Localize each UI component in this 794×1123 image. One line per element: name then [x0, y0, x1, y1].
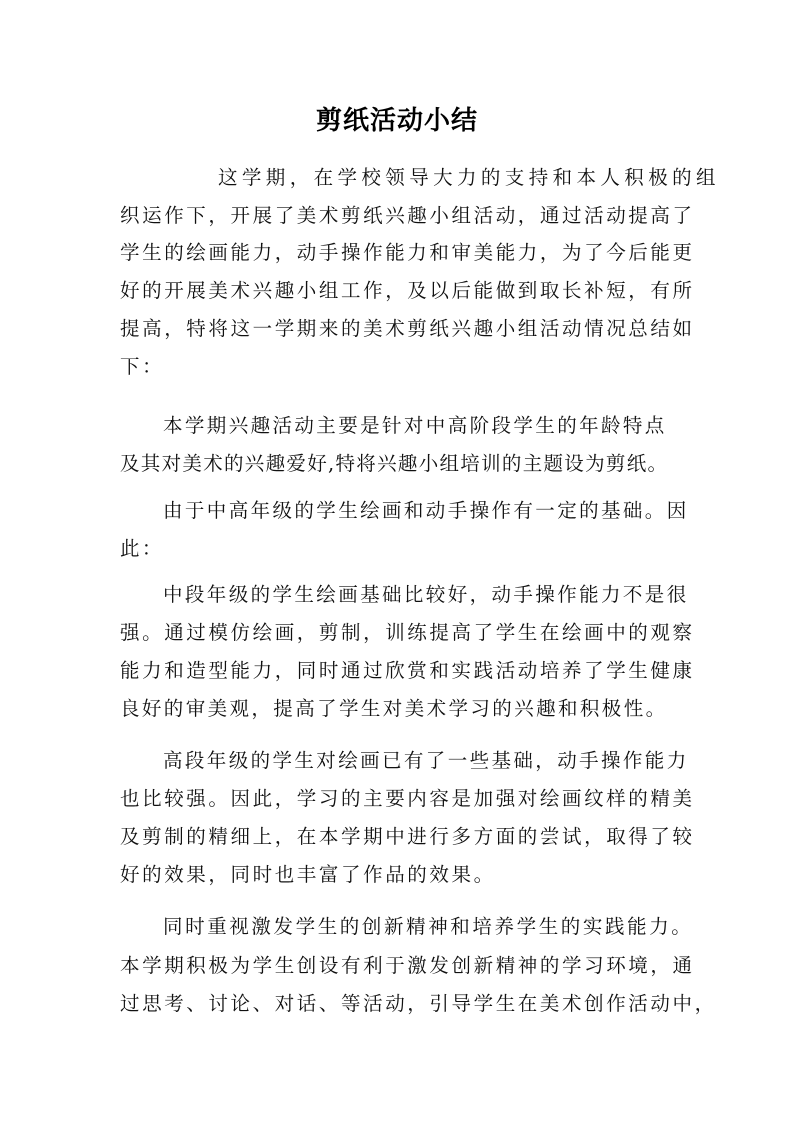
paragraph-line: 能力和造型能力，同时通过欣赏和实践活动培养了学生健康 [120, 659, 695, 682]
paragraph-line: 学生的绘画能力，动手操作能力和审美能力，为了今后能更 [120, 241, 695, 264]
paragraph-line: 良好的审美观，提高了学生对美术学习的兴趣和积极性。 [120, 697, 668, 720]
paragraph-line: 也比较强。因此，学习的主要内容是加强对绘画纹样的精美 [120, 787, 695, 810]
paragraph-line: 及剪制的精细上，在本学期中进行多方面的尝试，取得了较 [120, 825, 695, 848]
paragraph-line: 下： [120, 355, 165, 378]
paragraph-line: 提高，特将这一学期来的美术剪纸兴趣小组活动情况总结如 [120, 317, 695, 340]
paragraph-line: 好的效果，同时也丰富了作品的效果。 [120, 863, 496, 886]
paragraph-line: 织运作下，开展了美术剪纸兴趣小组活动，通过活动提高了 [120, 204, 695, 227]
paragraph-line: 由于中高年级的学生绘画和动手操作有一定的基础。因 [163, 499, 689, 522]
paragraph-line: 好的开展美术兴趣小组工作，及以后能做到取长补短，有所 [120, 279, 695, 302]
paragraph-line: 过思考、讨论、对话、等活动，引导学生在美术创作活动中， [120, 992, 717, 1015]
paragraph-line: 此： [120, 537, 164, 560]
document-title: 剪纸活动小结 [315, 106, 478, 136]
paragraph-line: 同时重视激发学生的创新精神和培养学生的实践能力。 [163, 915, 694, 938]
paragraph-line: 高段年级的学生对绘画已有了一些基础，动手操作能力 [163, 749, 689, 772]
paragraph-line: 这学期，在学校领导大力的支持和本人积极的组 [218, 166, 720, 189]
paragraph-line: 中段年级的学生绘画基础比较好，动手操作能力不是很 [163, 583, 689, 606]
paragraph-line: 强。通过模仿绘画，剪制，训练提高了学生在绘画中的观察 [120, 621, 695, 644]
paragraph-line: 本学期兴趣活动主要是针对中高阶段学生的年龄特点 [163, 414, 667, 437]
paragraph-line: 本学期积极为学生创设有利于激发创新精神的学习环境，通 [120, 954, 695, 977]
paragraph-line: 及其对美术的兴趣爱好,特将兴趣小组培训的主题设为剪纸。 [120, 452, 669, 475]
